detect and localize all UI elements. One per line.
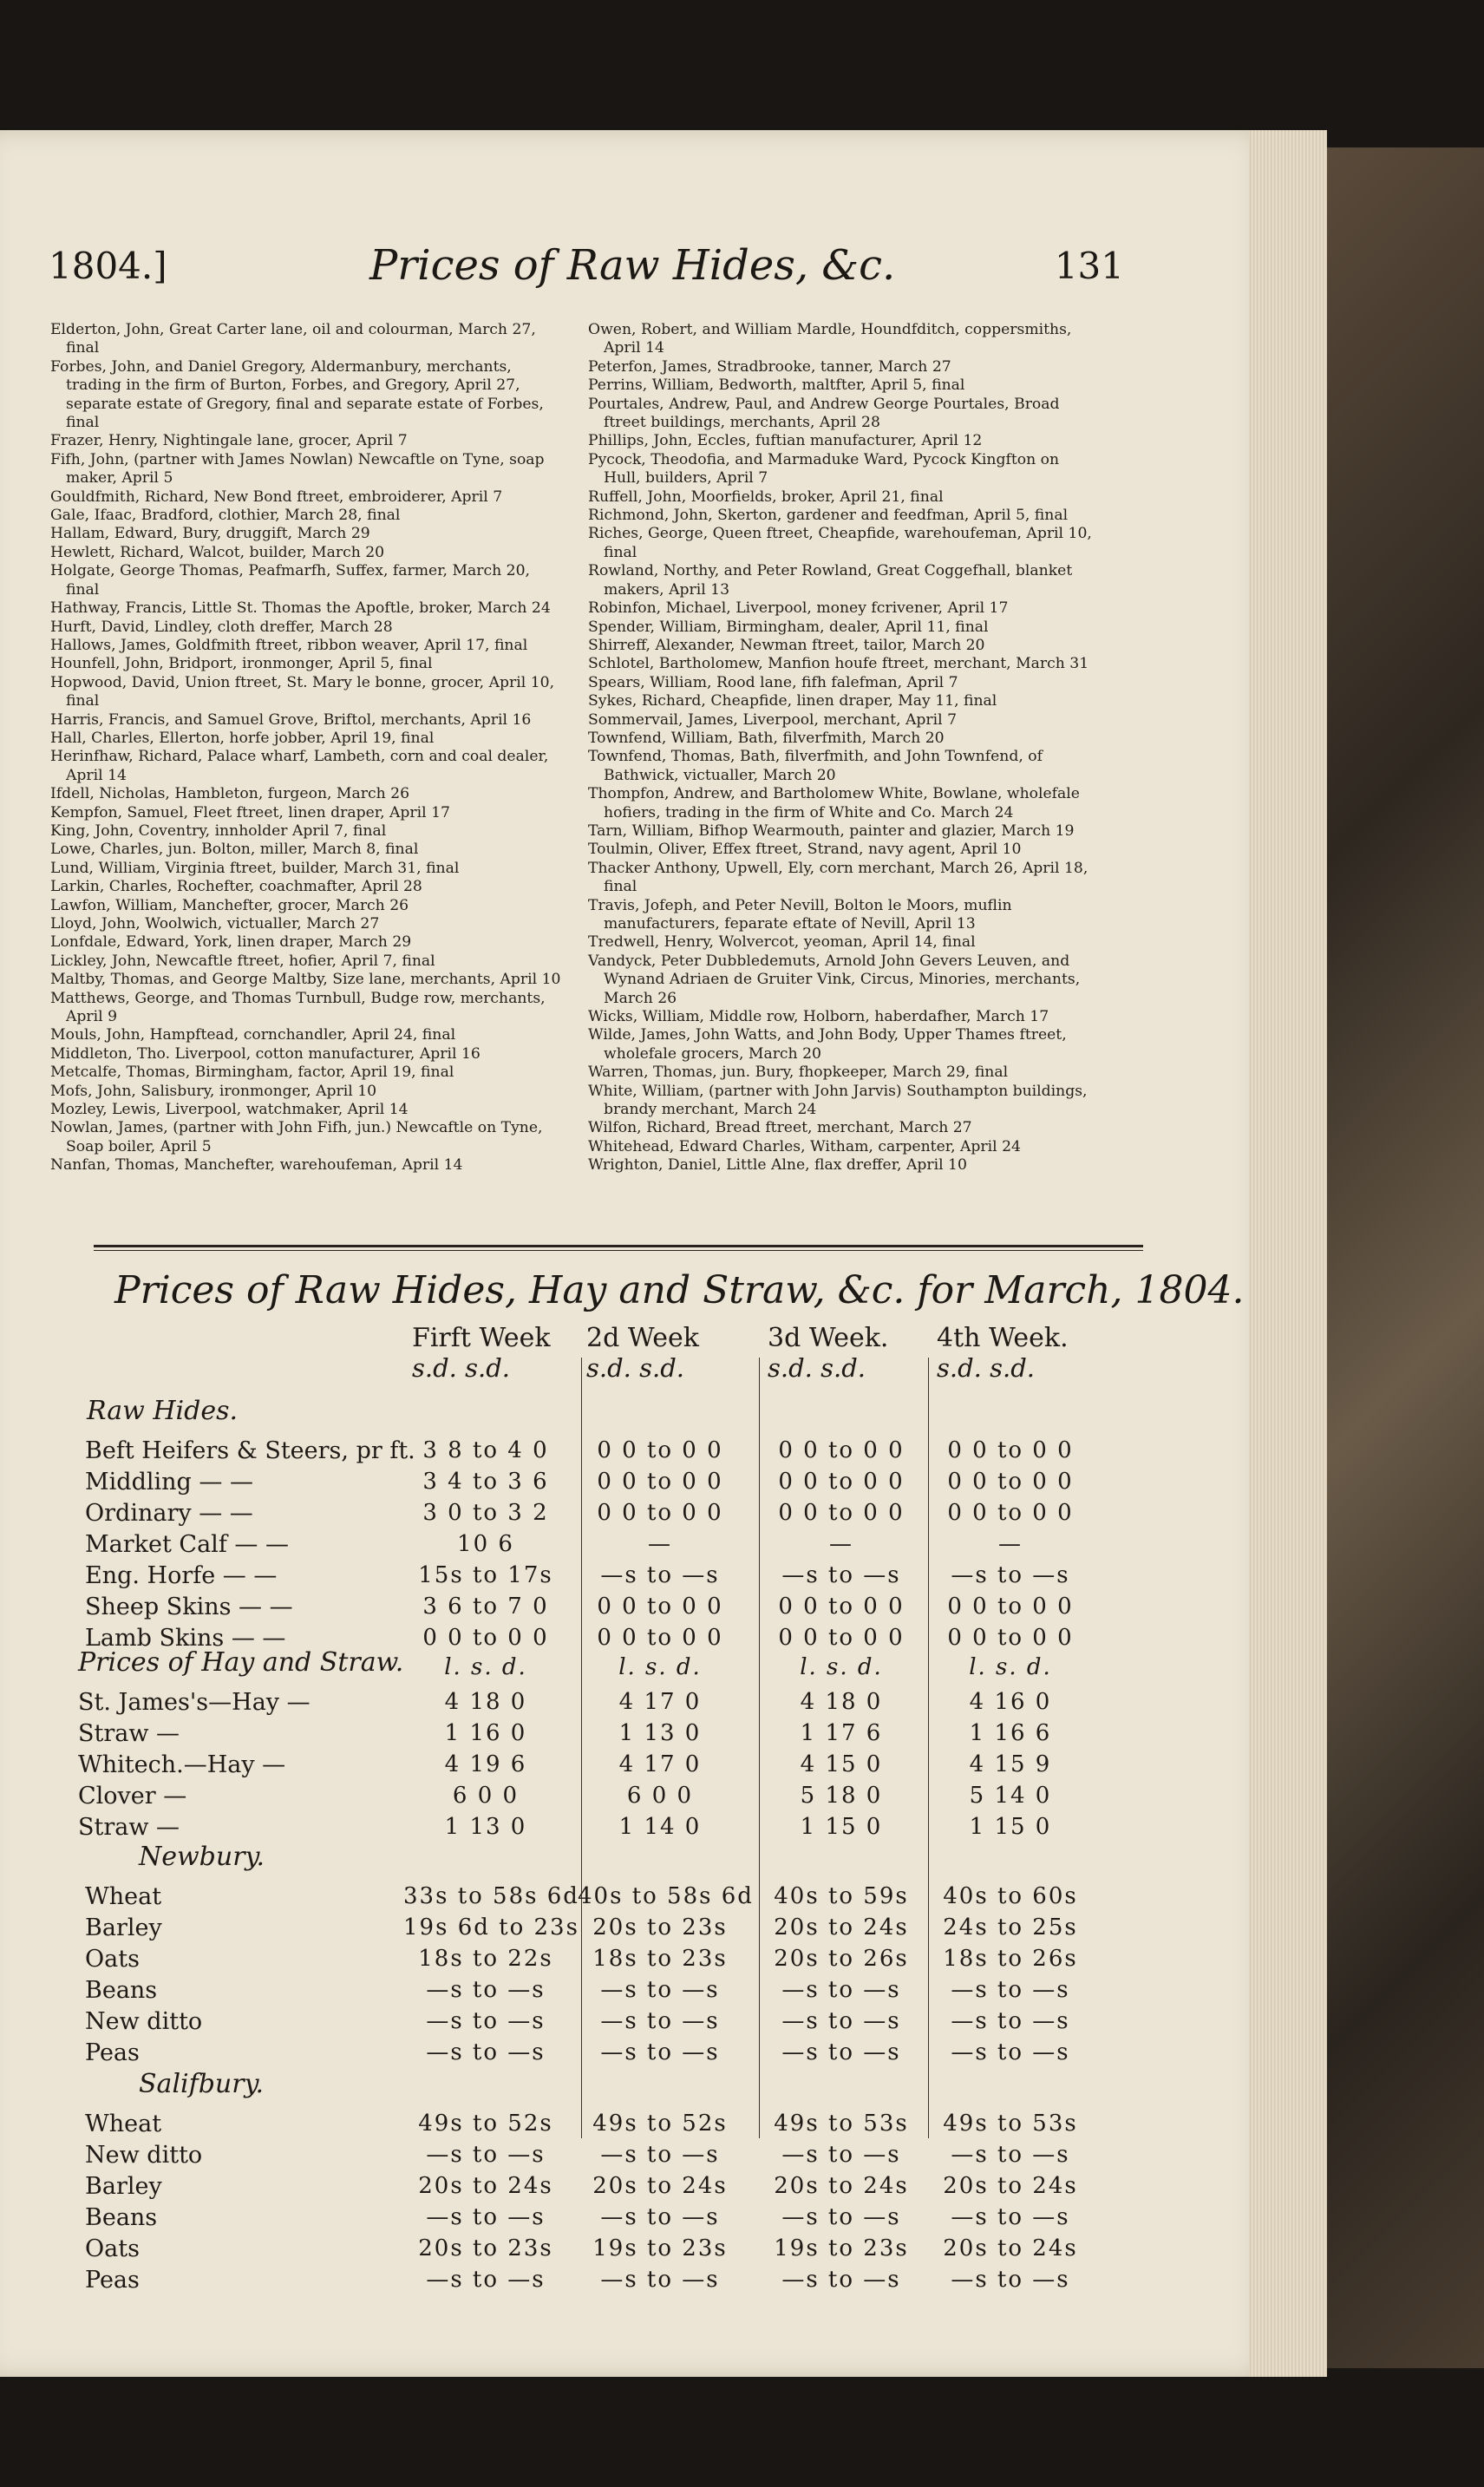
price-cell: 4 18 0 [800,1689,883,1715]
bankrupt-entry: Rowland, Northy, and Peter Rowland, Great Coggefhall, blanket makers, April 13 [588,562,1073,599]
price-cell: 0 0 to 0 0 [778,1500,905,1526]
bankrupt-entry: Harris, Francis, and Samuel Grove, Briftol, merchants, April 16 [50,710,532,729]
price-cell: —s to —s [426,1977,546,2003]
row-label: Straw — [78,1720,180,1747]
bankrupt-entry: Middleton, Tho. Liverpool, cotton manufacturer, April 16 [50,1044,481,1063]
price-cell: 0 0 to 0 0 [778,1437,905,1463]
bankrupt-list-right [588,321,1100,1175]
bankrupt-entry: Lonfdale, Edward, York, linen draper, March 29 [50,933,412,952]
price-cell: 19s to 23s [592,2235,728,2261]
price-cell: —s to —s [600,2204,720,2230]
price-cell: 3 6 to 7 0 [422,1594,549,1620]
bankrupt-entry: Schlotel, Bartholomew, Manfion houfe ftreet, merchant, March 31 [588,655,1089,673]
price-cell: 1 13 0 [444,1814,527,1840]
price-cell: 3 0 to 3 2 [422,1500,549,1526]
bankrupt-entry: Hopwood, David, Union ftreet, St. Mary le bonne, grocer, April 10, final [50,673,555,710]
bankrupt-entry: Hallam, Edward, Bury, druggift, March 29 [50,525,370,543]
bankrupt-entry: Sykes, Richard, Cheapfide, linen draper, May 11, final [588,692,997,710]
bankrupt-entry: Spears, William, Rood lane, fifh falefman, April 7 [588,673,958,691]
book-cover [1327,147,1484,2368]
bankrupt-entry: Nanfan, Thomas, Manchefter, warehoufeman, April 14 [50,1156,463,1175]
price-cell: —s to —s [600,2039,720,2065]
bankrupt-entry: Whitehead, Edward Charles, Witham, carpenter, April 24 [588,1137,1021,1155]
unit-header: s.d. s.d. [412,1353,510,1383]
bankrupt-entry: Sommervail, James, Liverpool, merchant, April 7 [588,710,958,729]
row-label: Lamb Skins — — [85,1625,286,1652]
lsd-header: l. s. d. [969,1654,1052,1680]
bankrupt-entry: Wicks, William, Middle row, Holborn, haberdafher, March 17 [588,1008,1049,1026]
row-label: Barley [85,2173,162,2200]
price-cell: 4 17 0 [618,1751,702,1777]
row-label: Barley [85,1914,162,1941]
price-cell: 20s to 24s [592,2173,728,2199]
row-label: Beft Heifers & Steers, pr ft. [85,1437,415,1464]
price-cell: 0 0 to 0 0 [947,1594,1074,1620]
price-cell: 49s to 53s [943,2111,1078,2137]
price-cell: 1 16 6 [969,1720,1052,1746]
bankrupt-entry: Pycock, Theodofia, and Marmaduke Ward, Pycock Kingfton on Hull, builders, April 7 [588,450,1060,488]
bankrupt-entry: Lickley, John, Newcaftle ftreet, hofier, April 7, final [50,952,435,970]
bankrupt-entry: Mozley, Lewis, Liverpool, watchmaker, April 14 [50,1101,409,1119]
row-label: Peas [85,2039,140,2066]
bankrupt-entry: Frazer, Henry, Nightingale lane, grocer, April 7 [50,432,408,450]
price-cell: —s to —s [951,2204,1070,2230]
bankrupt-entry: White, William, (partner with John Jarvis) Southampton buildings, brandy merchant, March 24 [588,1082,1088,1119]
bankrupt-entry: Ruffell, John, Moorfields, broker, April 21, final [588,488,944,506]
bankrupt-entry: Warren, Thomas, jun. Bury, fhopkeeper, March 29, final [588,1064,1009,1082]
bankrupt-entry: Nowlan, James, (partner with John Fifh, jun.) Newcaftle on Tyne, Soap boiler, April 5 [50,1119,543,1155]
price-cell: 4 18 0 [444,1689,527,1715]
price-cell: 20s to 26s [774,1946,909,1972]
section-heading: Newbury. [139,1842,265,1872]
price-cell: 18s to 22s [418,1946,553,1972]
price-cell: — [648,1531,672,1557]
row-label: Middling — — [85,1469,253,1495]
price-cell: — [829,1531,853,1557]
price-cell: —s to —s [951,2039,1070,2065]
price-cell: —s to —s [781,2039,901,2065]
price-cell: 1 17 6 [800,1720,883,1746]
price-cell: 20s to 24s [774,2173,909,2199]
row-label: Peas [85,2267,140,2294]
bankrupt-entry: Thacker Anthony, Upwell, Ely, corn merchant, March 26, April 18, final [588,859,1088,896]
price-cell: 1 16 0 [444,1720,527,1746]
price-cell: 4 15 0 [800,1751,883,1777]
price-cell: —s to —s [781,2267,901,2293]
section-heading: Raw Hides. [87,1396,239,1426]
bankrupt-entry: Gouldfmith, Richard, New Bond ftreet, embroiderer, April 7 [50,488,503,506]
row-label: Wheat [85,1883,162,1910]
bankrupt-entry: Lloyd, John, Woolwich, victualler, March 27 [50,915,380,933]
price-table [78,1323,1145,2294]
bankrupt-entry: Thompfon, Andrew, and Bartholomew White, Bowlane, wholefale hofiers, trading in the firm of White and Co. March 24 [588,785,1080,821]
bankrupt-entry: Townfend, Thomas, Bath, filverfmith, and John Townfend, of Bathwick, victualler, March 20 [588,748,1043,784]
section-rule-thin [94,1250,1143,1251]
bankrupt-entry: Tarn, William, Bifhop Wearmouth, painter and glazier, March 19 [588,821,1075,840]
price-cell: 20s to 24s [943,2235,1078,2261]
price-cell: 40s to 58s 6d [578,1883,754,1909]
price-cell: 0 0 to 0 0 [778,1469,905,1495]
price-cell: 1 14 0 [618,1814,702,1840]
price-cell: 4 17 0 [618,1689,702,1715]
row-label: Ordinary — — [85,1500,253,1527]
price-cell: 0 0 to 0 0 [597,1625,723,1651]
row-label: New ditto [85,2142,203,2169]
price-cell: 49s to 52s [418,2111,553,2137]
bankrupt-entry: Wilfon, Richard, Bread ftreet, merchant, March 27 [588,1119,972,1137]
price-cell: 0 0 to 0 0 [597,1500,723,1526]
price-cell: —s to —s [426,2142,546,2168]
bankrupt-entry: Spender, William, Birmingham, dealer, April 11, final [588,618,989,636]
lsd-header: l. s. d. [444,1654,527,1680]
running-head [49,241,1124,305]
unit-header: s.d. s.d. [586,1353,684,1383]
bankrupt-entry: Hewlett, Richard, Walcot, builder, March 20 [50,543,385,561]
price-cell: —s to —s [951,1562,1070,1588]
bankrupt-entry: Fifh, John, (partner with James Nowlan) Newcaftle on Tyne, soap maker, April 5 [50,450,545,488]
week-header: 3d Week. [768,1323,889,1353]
price-cell: 15s to 17s [418,1562,553,1588]
page-number: 131 [1054,245,1124,287]
bankrupt-entry: Townfend, William, Bath, filverfmith, March 20 [588,729,945,747]
price-cell: 5 14 0 [969,1783,1052,1809]
price-cell: 1 13 0 [618,1720,702,1746]
bankrupt-entry: King, John, Coventry, innholder April 7, final [50,821,387,840]
row-label: Market Calf — — [85,1531,289,1558]
bankrupt-entry: Hounfell, John, Bridport, ironmonger, April 5, final [50,655,433,673]
bankrupt-entry: Wrighton, Daniel, Little Alne, flax dreffer, April 10 [588,1156,967,1175]
price-cell: —s to —s [600,2142,720,2168]
bankrupt-entry: Metcalfe, Thomas, Birmingham, factor, April 19, final [50,1064,454,1082]
bankrupt-entry: Elderton, John, Great Carter lane, oil and colourman, March 27, final [50,321,536,357]
bankrupt-entry: Tredwell, Henry, Wolvercot, yeoman, April 14, final [588,933,976,952]
price-cell: 0 0 to 0 0 [597,1437,723,1463]
bankrupt-entry: Herinfhaw, Richard, Palace wharf, Lambeth, corn and coal dealer, April 14 [50,748,549,784]
price-cell: —s to —s [600,2008,720,2034]
bankrupt-entry: Owen, Robert, and William Mardle, Houndfditch, coppersmiths, April 14 [588,321,1072,357]
price-cell: 33s to 58s 6d [403,1883,579,1909]
price-cell: 6 0 0 [452,1783,520,1809]
price-cell: —s to —s [951,2142,1070,2168]
price-cell: 3 4 to 3 6 [422,1469,549,1495]
row-label: Eng. Horfe — — [85,1562,278,1589]
section-rule [94,1245,1143,1247]
price-cell: —s to —s [426,2039,546,2065]
price-cell: 0 0 to 0 0 [422,1625,549,1651]
bankrupt-entry: Robinfon, Michael, Liverpool, money fcrivener, April 17 [588,599,1009,618]
price-cell: 49s to 53s [774,2111,909,2137]
row-label: St. James's—Hay — [78,1689,311,1716]
price-cell: —s to —s [600,1977,720,2003]
week-header: 4th Week. [937,1323,1069,1353]
price-cell: —s to —s [600,1562,720,1588]
price-cell: 20s to 24s [774,1914,909,1941]
price-cell: 1 15 0 [969,1814,1052,1840]
price-cell: —s to —s [426,2008,546,2034]
row-label: Clover — [78,1783,187,1810]
page-edges [1249,130,1327,2377]
price-cell: 18s to 23s [592,1946,728,1972]
price-cell: 18s to 26s [943,1946,1078,1972]
bankrupt-entry: Richmond, John, Skerton, gardener and feedfman, April 5, final [588,507,1069,525]
bankrupt-entry: Hurft, David, Lindley, cloth dreffer, March 28 [50,618,393,636]
price-cell: 6 0 0 [626,1783,694,1809]
price-cell: 4 19 6 [444,1751,527,1777]
row-label: Beans [85,2204,158,2231]
bankrupt-entry: Vandyck, Peter Dubbledemuts, Arnold John Gevers Leuven, and Wynand Adriaen de Gruiter Vink, Circus, Minories, merchants, March 26 [588,952,1081,1007]
price-cell: 40s to 59s [774,1883,909,1909]
row-label: Oats [85,1946,140,1973]
row-label: Oats [85,2235,140,2262]
unit-header: s.d. s.d. [768,1353,866,1383]
price-cell: —s to —s [781,2008,901,2034]
price-cell: —s to —s [781,1977,901,2003]
price-cell: 0 0 to 0 0 [778,1625,905,1651]
price-cell: —s to —s [951,2008,1070,2034]
row-label: Whitech.—Hay — [78,1751,286,1778]
row-label: Beans [85,1977,158,2004]
price-cell: —s to —s [600,2267,720,2293]
bankrupt-entry: Phillips, John, Eccles, fuftian manufacturer, April 12 [588,432,983,450]
price-cell: 20s to 23s [592,1914,728,1941]
section-heading: Salifbury. [139,2069,265,2099]
price-cell: 0 0 to 0 0 [597,1594,723,1620]
price-cell: —s to —s [426,2204,546,2230]
price-cell: 0 0 to 0 0 [947,1469,1074,1495]
bankrupt-entry: Kempfon, Samuel, Fleet ftreet, linen draper, April 17 [50,803,450,821]
bankrupt-entry: Hathway, Francis, Little St. Thomas the Apoftle, broker, March 24 [50,599,551,618]
price-cell: —s to —s [426,2267,546,2293]
price-cell: — [998,1531,1023,1557]
price-cell: 20s to 24s [943,2173,1078,2199]
row-label: Straw — [78,1814,180,1841]
section-heading: Prices of Hay and Straw. [78,1647,404,1678]
price-cell: 19s 6d to 23s [403,1914,579,1941]
price-cell: 0 0 to 0 0 [947,1500,1074,1526]
bankrupt-entry: Gale, Ifaac, Bradford, clothier, March 28, final [50,507,401,525]
row-label: Sheep Skins — — [85,1594,293,1620]
price-cell: 40s to 60s [943,1883,1078,1909]
bankrupt-entry: Hallows, James, Goldfmith ftreet, ribbon weaver, April 17, final [50,636,528,654]
price-cell: 0 0 to 0 0 [947,1625,1074,1651]
bankrupt-entry: Peterfon, James, Stradbrooke, tanner, March 27 [588,357,951,376]
week-header: 2d Week [586,1323,699,1353]
row-label: New ditto [85,2008,203,2035]
price-cell: 4 15 9 [969,1751,1052,1777]
bankrupt-entry: Pourtales, Andrew, Paul, and Andrew George Pourtales, Broad ftreet buildings, merchants, April 28 [588,395,1060,432]
bankrupt-entry: Travis, Jofeph, and Peter Nevill, Bolton le Moors, muflin manufacturers, feparate eftate of Nevill, April 13 [588,896,1012,933]
price-cell: 4 16 0 [969,1689,1052,1715]
price-cell: 19s to 23s [774,2235,909,2261]
price-cell: —s to —s [951,1977,1070,2003]
bankrupt-entry: Mofs, John, Salisbury, ironmonger, April 10 [50,1082,377,1100]
lsd-header: l. s. d. [800,1654,883,1680]
row-label: Wheat [85,2111,162,2137]
lsd-header: l. s. d. [618,1654,702,1680]
price-cell: 0 0 to 0 0 [778,1594,905,1620]
bankrupt-entry: Perrins, William, Bedworth, maltfter, April 5, final [588,376,965,395]
bankrupt-entry: Forbes, John, and Daniel Gregory, Aldermanbury, merchants, trading in the firm of Burton, Forbes, and Gregory, April 27, separate estate of Gregory, final and separate estate of Forbes, final [50,357,544,432]
bankrupt-entry: Larkin, Charles, Rochefter, coachmafter, April 28 [50,878,422,896]
bankrupt-entry: Hall, Charles, Ellerton, horfe jobber, April 19, final [50,729,435,747]
running-head-title: Prices of Raw Hides, &c. [369,241,896,290]
price-cell: 5 18 0 [800,1783,883,1809]
bankrupt-entry: Maltby, Thomas, and George Maltby, Size lane, merchants, April 10 [50,971,561,989]
price-cell: 3 8 to 4 0 [422,1437,549,1463]
bankrupt-entry: Toulmin, Oliver, Effex ftreet, Strand, navy agent, April 10 [588,841,1022,859]
price-cell: —s to —s [781,1562,901,1588]
week-header: Firft Week [412,1323,551,1353]
price-cell: 49s to 52s [592,2111,728,2137]
bankrupt-entry: Riches, George, Queen ftreet, Cheapfide, warehoufeman, April 10, final [588,525,1092,561]
bankrupt-entry: Lowe, Charles, jun. Bolton, miller, March 8, final [50,841,419,859]
price-cell: —s to —s [781,2204,901,2230]
bankrupt-entry: Shirreff, Alexander, Newman ftreet, tailor, March 20 [588,636,985,654]
bankrupt-list-left [50,321,562,1175]
price-cell: —s to —s [781,2142,901,2168]
price-cell: 1 15 0 [800,1814,883,1840]
bankrupt-entry: Lund, William, Virginia ftreet, builder, March 31, final [50,859,460,877]
price-cell: 24s to 25s [943,1914,1078,1941]
bankrupt-entry: Matthews, George, and Thomas Turnbull, Budge row, merchants, April 9 [50,989,546,1026]
price-cell: 20s to 23s [418,2235,553,2261]
bankrupt-entry: Ifdell, Nicholas, Hambleton, furgeon, March 26 [50,785,410,803]
bankrupt-entry: Lawfon, William, Manchefter, grocer, March 26 [50,896,409,914]
price-cell: 0 0 to 0 0 [597,1469,723,1495]
bankrupt-entry: Wilde, James, John Watts, and John Body, Upper Thames ftreet, wholefale grocers, March 20 [588,1026,1067,1063]
price-cell: —s to —s [951,2267,1070,2293]
price-cell: 10 6 [457,1531,514,1557]
price-table-title: Prices of Raw Hides, Hay and Straw, &c. for March, 1804. [114,1268,1245,1312]
price-cell: 0 0 to 0 0 [947,1437,1074,1463]
running-head-year: 1804.] [49,245,167,287]
bankrupt-entry: Mouls, John, Hampftead, cornchandler, April 24, final [50,1026,456,1044]
unit-header: s.d. s.d. [937,1353,1035,1383]
price-cell: 20s to 24s [418,2173,553,2199]
bankrupt-entry: Holgate, George Thomas, Peafmarfh, Suffex, farmer, March 20, final [50,562,531,599]
